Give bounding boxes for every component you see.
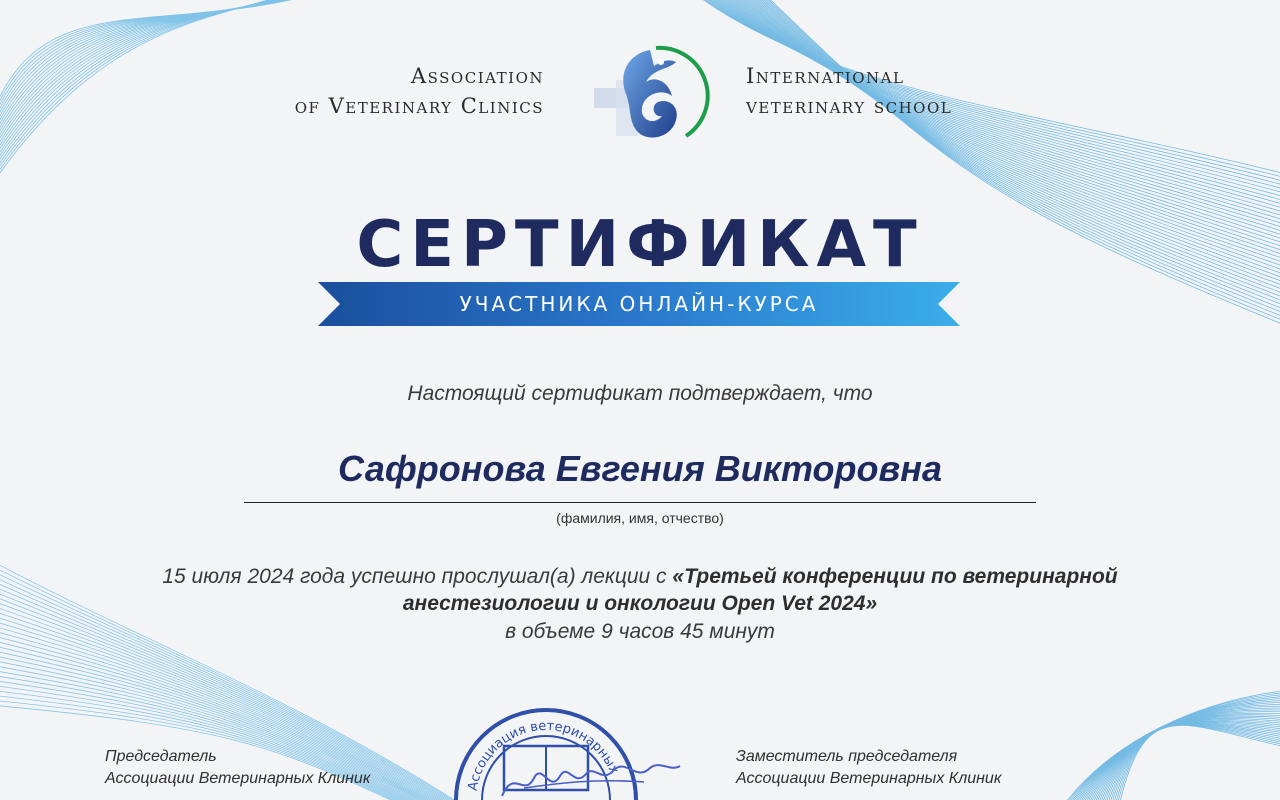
wave-line xyxy=(1114,725,1280,800)
association-name xyxy=(295,62,544,122)
recipient-name: Сафронова Евгения Викторовна xyxy=(337,448,943,489)
name-caption: (фамилия, имя, отчество) xyxy=(556,510,724,526)
wave-line xyxy=(1108,724,1280,800)
right-signatory xyxy=(736,746,1001,791)
course-duration: в объеме 9 часов 45 минут xyxy=(505,619,775,643)
name-underline xyxy=(244,502,1036,503)
handwritten-signature xyxy=(494,748,684,800)
association-line-2: of Veterinary Clinics xyxy=(294,93,544,118)
completion-prefix: 15 июля 2024 года успешно прослушал(а) лекции с xyxy=(162,565,673,588)
wave-line xyxy=(0,0,312,155)
school-line-1: International xyxy=(746,64,905,88)
wave-line xyxy=(0,0,314,152)
left-signatory-org: Ассоциации Ветеринарных Клиник xyxy=(105,770,371,788)
left-signatory xyxy=(105,746,370,791)
right-signatory-title: Заместитель председателя xyxy=(736,748,958,765)
school-line-2: veterinary school xyxy=(746,93,953,118)
completion-statement xyxy=(150,563,1130,645)
stamp-text: Ассоциация ветеринарных xyxy=(465,718,622,792)
wave-line xyxy=(0,0,300,181)
association-line-1: Association xyxy=(410,64,544,88)
certificate-subtitle: УЧАСТНИКА ОНЛАЙН-КУРСА xyxy=(459,292,819,316)
wave-line xyxy=(0,0,308,165)
right-signatory-org: Ассоциации Ветеринарных Клиник xyxy=(736,770,1002,788)
wave-line xyxy=(1112,725,1280,800)
wave-line xyxy=(1110,724,1280,800)
confirmation-text: Настоящий сертификат подтверждает, что xyxy=(407,382,873,405)
wave-line xyxy=(1102,722,1280,800)
school-name xyxy=(746,62,952,122)
certificate-title: СЕРТИФИКАТ xyxy=(356,208,924,282)
event-name: «Третьей конференции по ветеринарной анестезиологии и онкологии Open Vet 2024» xyxy=(402,565,1118,616)
left-signatory-title: Председатель xyxy=(105,748,217,765)
veterinary-school-logo-icon xyxy=(588,40,712,150)
